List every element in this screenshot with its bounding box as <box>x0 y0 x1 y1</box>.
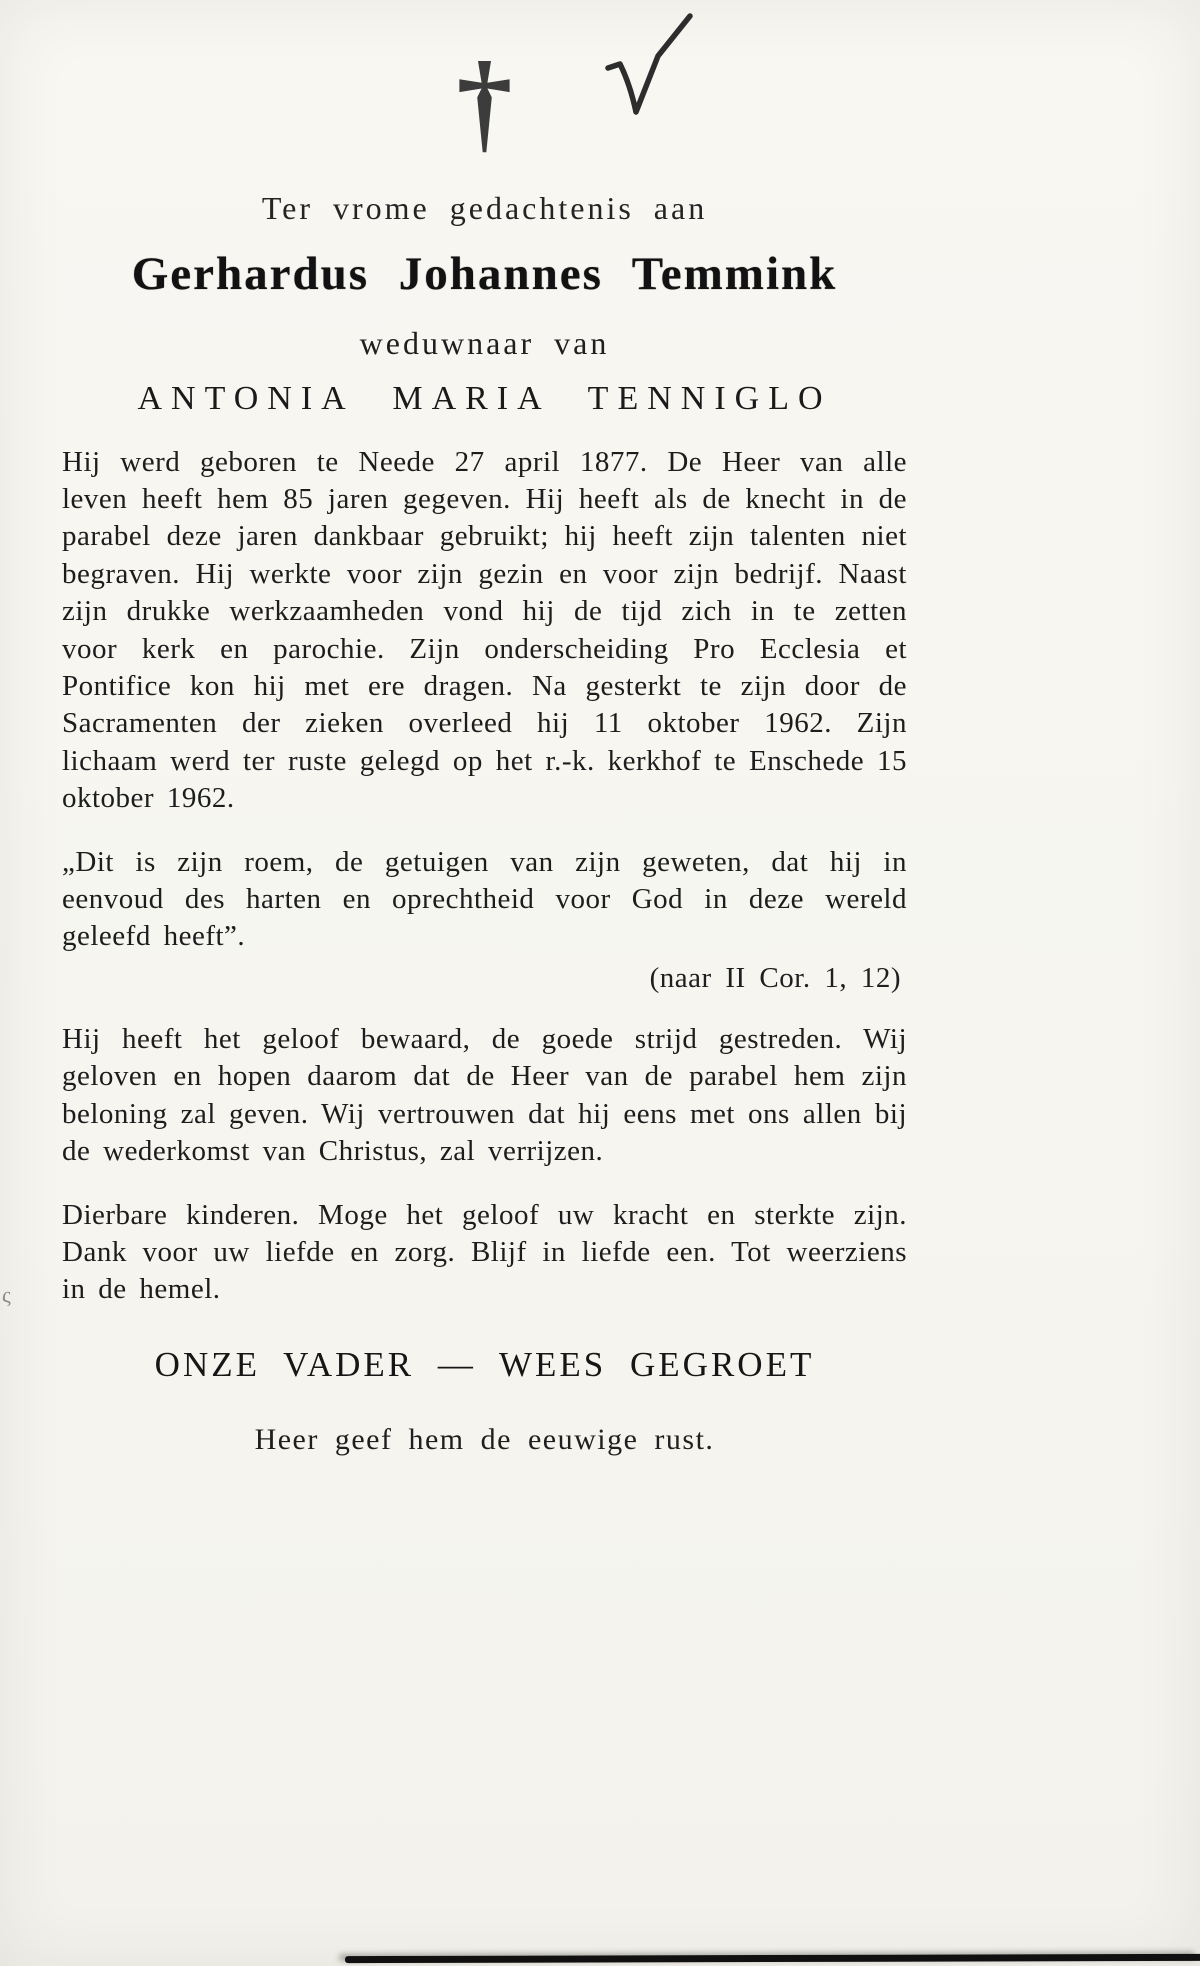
spouse-name: ANTONIA MARIA TENNIGLO <box>137 379 832 417</box>
quote-source: (naar II Cor. 1, 12) <box>649 961 901 994</box>
closing-prayer-line: Heer geef hem de eeuwige rust. <box>254 1422 715 1456</box>
cross-icon: † <box>456 40 513 164</box>
stray-pen-mark: ς <box>2 1282 11 1307</box>
scan-edge-artifact <box>345 1954 1200 1963</box>
quote-paragraph: „Dit is zijn roem, de getuigen van zijn geweten, dat hij in eenvoud des harten en oprechtheid voor God in deze wereld geleefd heeft”. <box>62 845 907 953</box>
prayers-line: ONZE VADER — WEES GEGROET <box>154 1344 815 1384</box>
relation-line: weduwnaar van <box>359 324 610 361</box>
text-column <box>62 0 907 1457</box>
faith-paragraph: Hij heeft het geloof bewaard, de goede strijd gestreden. Wij geloven en hopen daarom dat de Heer van de parabel hem zijn beloning zal geven. Wij vertrouwen dat hij eens met ons allen bij de wederkomst van Christus, zal verrijzen. <box>62 1022 907 1168</box>
deceased-name: Gerhardus Johannes Temmink <box>131 247 838 300</box>
children-paragraph: Dierbare kinderen. Moge het geloof uw kracht en sterkte zijn. Dank voor uw liefde en zorg. Blijf in liefde een. Tot weerziens in de hemel. <box>62 1198 907 1306</box>
memorial-intro-line: Ter vrome gedachtenis aan <box>261 189 708 226</box>
biography-paragraph: Hij werd geboren te Neede 27 april 1877. De Heer van alle leven heeft hem 85 jaren gegeven. Hij heeft als de knecht in de parabel deze jaren dankbaar gebruikt; hij heeft zijn talenten niet begraven. Hij werkte voor zijn gezin en voor zijn bedrijf. Naast zijn drukke werkzaamheden vond hij de tijd zich in te zetten voor kerk en parochie. Zijn onderscheiding Pro Ecclesia et Pontifice kon hij met ere dragen. Na gesterkt te zijn door de Sacramenten der zieken overleed hij 11 oktober 1962. Zijn lichaam werd ter ruste gelegd op het r.-k. kerkhof te Enschede 15 oktober 1962. <box>62 445 907 815</box>
